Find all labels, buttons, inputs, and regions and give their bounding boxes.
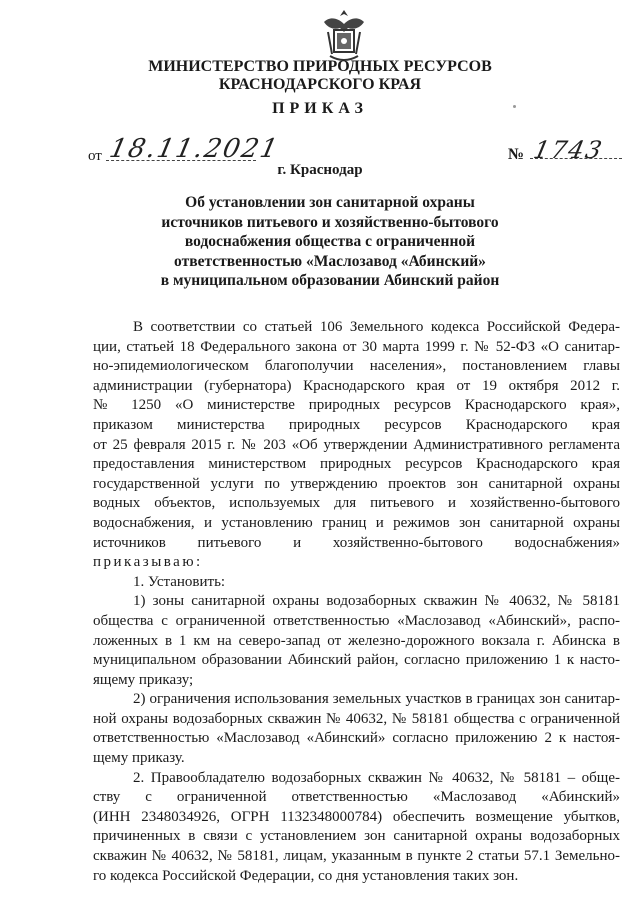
body-line: приказом министерства природных ресурсов Краснодарского края (93, 416, 620, 433)
city: г. Краснодар (277, 162, 363, 178)
document-body (93, 318, 620, 886)
body-line: 1) зоны санитарной охраны водозаборных скважин № 40632, № 58181 (133, 593, 620, 610)
body-line: щему приказу. (93, 750, 185, 767)
body-line: (ИНН 2348034926, ОГРН 1132348000784) обеспечить возмещение убытков, (93, 808, 620, 825)
ministry-name (100, 58, 540, 94)
body-line: общества с ограниченной ответственностью «Маслозавод «Абинский», распо- (93, 612, 620, 629)
body-line: ции, статьей 18 Федерального закона от 30 марта 1999 г. № 52-ФЗ «О санитар- (93, 338, 620, 355)
body-line: ответственностью «Маслозавод «Абинский» согласно приложению 2 к настоя- (93, 730, 620, 747)
document-type: ПРИКАЗ (272, 100, 368, 117)
date-prefix: от (88, 148, 102, 164)
ministry-line-1: МИНИСТЕРСТВО ПРИРОДНЫХ РЕСУРСОВ (148, 58, 492, 75)
title-line: ответственностью «Маслозавод «Абинский» (174, 252, 486, 270)
title-line: Об установлении зон санитарной охраны (185, 194, 475, 211)
document-title (160, 193, 500, 291)
body-line: источников питьевого и хозяйственно-бытового водоснабжения» (93, 534, 620, 551)
number-label: № (508, 146, 525, 163)
body-line: государственной услуги по утверждению проектов зон санитарной охраны (93, 475, 620, 492)
date-underline (106, 160, 256, 161)
body-line: скважин № 40632, № 58181, лицам, указанным в пункте 2 статьи 57.1 Земельно- (93, 848, 620, 865)
body-line-decree: приказываю: (93, 554, 203, 571)
body-line: ящему приказу; (93, 671, 194, 688)
number-underline (530, 158, 622, 159)
body-line: но-эпидемиологическом благополучии населения», постановлением главы (93, 358, 620, 375)
handwritten-number: 1743 (531, 136, 607, 164)
ministry-line-2: КРАСНОДАРСКОГО КРАЯ (218, 76, 422, 93)
body-line: ложенных в 1 км на северо-запад от железно-дорожного вокзала г. Абинска в (93, 632, 620, 649)
body-line: ству с ограниченной ответственностью «Маслозавод «Абинский» (93, 789, 620, 806)
body-line: № 1250 «О министерстве природных ресурсов Краснодарского края», (93, 397, 620, 414)
body-line: администрации (губернатора) Краснодарского края от 19 октября 2012 г. (93, 377, 620, 394)
body-line: от 25 февраля 2015 г. № 203 «Об утверждении Административного регламента (93, 436, 620, 453)
body-line: водных объектов, используемых для питьевого и хозяйственно-бытового (93, 495, 620, 512)
body-line: причиненных в связи с установлением зон санитарной охраны водозаборных (93, 828, 620, 845)
body-line: го кодекса Российской Федерации, со дня установления таких зон. (93, 867, 519, 884)
title-line: водоснабжения общества с ограниченной (184, 233, 476, 250)
body-line: ной охраны водозаборных скважин № 40632, № 58181 общества с ограниченной (93, 710, 620, 727)
body-line: предоставления министерством природных ресурсов Краснодарского края (93, 456, 620, 473)
body-line: 2) ограничения использования земельных участков в границах зон санитар- (133, 691, 620, 708)
handwritten-date: 18.11.2021 (106, 134, 283, 164)
scan-speck (513, 105, 516, 108)
body-line: муниципальном образовании Абинский район, согласно приложению 1 к насто- (93, 652, 620, 669)
title-line: в муниципальном образовании Абинский район (160, 272, 500, 289)
body-line: 2. Правообладателю водозаборных скважин № 40632, № 58181 – обще- (133, 769, 620, 786)
body-line: водоснабжения, и установлению границ и режимов зон санитарной охраны (93, 514, 620, 531)
title-line: источников питьевого и хозяйственно-бытового (161, 213, 499, 231)
body-line: В соответствии со статьей 106 Земельного кодекса Российской Федера- (133, 319, 620, 335)
body-line: 1. Установить: (133, 573, 226, 590)
